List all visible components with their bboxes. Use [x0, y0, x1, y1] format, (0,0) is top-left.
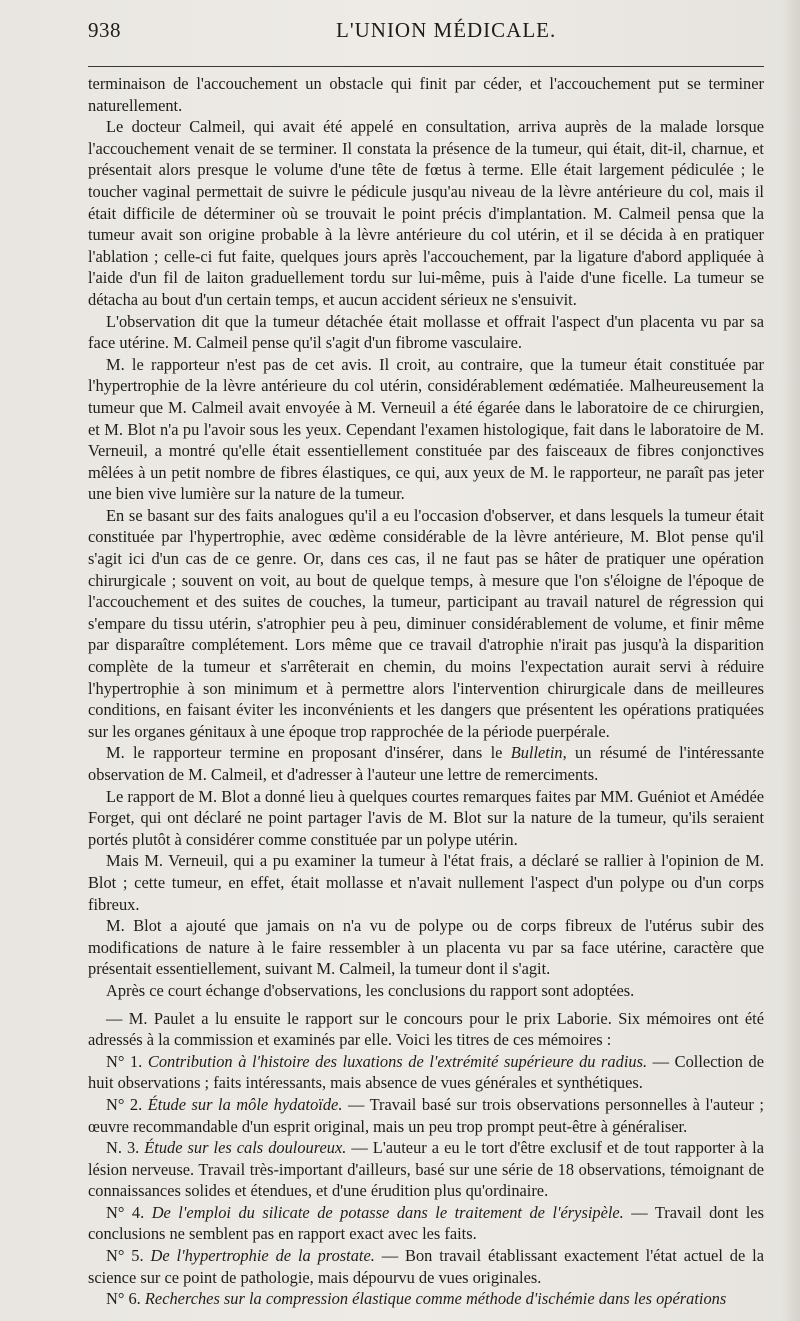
page-number: 938: [88, 18, 121, 42]
running-head: [88, 14, 764, 48]
memoire-number: N° 4.: [106, 1202, 145, 1222]
page-edge-shadow: [782, 0, 800, 1321]
journal-title: L'UNION MÉDICALE.: [336, 18, 557, 42]
paragraph: Après ce court échange d'observations, les conclusions du rapport sont adoptées.: [106, 980, 635, 1000]
paragraph: Le rapport de M. Blot a donné lieu à quelques courtes remarques faites par MM. Guéniot et Amédée Forget, qui ont déclaré ne point partager l'avis de M. Blot sur la nature de la tumeur, qu'ils seraient portés plutôt à considérer comme constituée par un polype utérin.: [88, 786, 764, 849]
paragraph: L'observation dit que la tumeur détachée était mollasse et offrait l'aspect d'un placenta vu par sa face utérine. M. Calmeil pense qu'il s'agit d'un fibrome vasculaire.: [88, 311, 764, 353]
header-rule: [88, 66, 764, 67]
paragraph-text: , un résumé de l'intéressante observation de M. Calmeil, et d'adresser à l'auteur une lettre de remerciments.: [88, 743, 764, 784]
memoire-number: N° 2.: [106, 1094, 143, 1114]
memoire-comment: — Collection de huit observations ; faits intéressants, mais absence de vues générales et synthétiques.: [88, 1051, 765, 1093]
bulletin-italic: Bulletin: [510, 743, 563, 763]
memoire-comment: — L'auteur a eu le tort d'être exclusif et de tout rapporter à la lésion nerveuse. Travail très-important d'ailleurs, basé sur une série de 18 observations, témoignant de connaissances solides et étendues, et d'une érudition plus qu'ordinaire.: [88, 1138, 764, 1201]
memoire-entry: [88, 1288, 764, 1310]
memoire-entry: [88, 1137, 764, 1202]
paragraph: [88, 742, 764, 785]
memoire-title: Étude sur les cals douloureux.: [144, 1138, 347, 1158]
memoire-comment: — Travail basé sur trois observations personnelles à l'auteur ; œuvre recommandable d'un esprit original, mais un peu trop prompt peut-être à généraliser.: [88, 1094, 764, 1136]
memoire-entry: [88, 1245, 764, 1288]
paragraph: M. le rapporteur n'est pas de cet avis. Il croit, au contraire, que la tumeur était constituée par l'hypertrophie de la lèvre antérieure du col utérin, considérablement œdématiée. Malheureusement la tumeur que M. Calmeil avait envoyée à M. Verneuil a été égarée dans le laboratoire de ce chirurgien, et M. Blot n'a pu l'avoir sous les yeux. Cependant l'examen histologique, fait dans le laboratoire de M. Verneuil, a montré qu'elle était essentiellement constituée par des faisceaux de fibres conjonctives mêlées à un petit nombre de fibres élastiques, ce qui, aux yeux de M. le rapporteur, ne paraît pas jeter une bien vive lumière sur la nature de la tumeur.: [88, 354, 764, 504]
paragraph: M. Blot a ajouté que jamais on n'a vu de polype ou de corps fibreux de l'utérus subir des modifications de nature à le faire ressembler à un placenta vu par sa face utérine, caractère que présentait essentiellement, suivant M. Calmeil, la tumeur dont il s'agit.: [88, 916, 764, 979]
paragraph: terminaison de l'accouchement un obstacle qui finit par céder, et l'accouchement put se terminer naturellement.: [88, 74, 764, 115]
memoire-entry: [88, 1202, 764, 1245]
memoire-title: De l'hypertrophie de la prostate.: [150, 1246, 375, 1266]
memoire-entry: [88, 1051, 764, 1094]
memoire-entry: [88, 1094, 764, 1137]
memoire-number: N° 1.: [106, 1051, 143, 1071]
memoire-comment: — Bon travail établissant exactement l'état actuel de la science sur ce point de pathologie, mais dépourvu de vues originales.: [88, 1246, 764, 1287]
paragraph: — M. Paulet a lu ensuite le rapport sur le concours pour le prix Laborie. Six mémoires ont été adressés à la commission et examinés par elle. Voici les titres de ces mémoires :: [88, 1008, 764, 1050]
memoire-number: N° 5.: [106, 1246, 144, 1266]
memoire-number: N° 6.: [106, 1289, 141, 1309]
paragraph: En se basant sur des faits analogues qu'il a eu l'occasion d'observer, et dans lesquels la tumeur était constituée par l'hypertrophie, avec œdème considérable de la lèvre antérieure, M. Blot pense qu'il s'agit ici d'un cas de ce genre. Or, dans ces cas, il ne faut pas se hâter de pratiquer une opération chirurgicale ; souvent on voit, au bout de quelque temps, à mesure que l'on s'éloigne de l'époque de l'accouchement et des suites de couches, la tumeur, participant au travail naturel de régression qui s'empare du tissu utérin, s'atrophier peu à peu, diminuer considérablement de volume, et finir même par disparaître complétement. Lors même que ce travail d'atrophie n'irait pas jusqu'à la disparition complète de la tumeur et s'arrêterait en chemin, du moins l'expectation aurait servi à réduire l'hypertrophie à son minimum et à permettre alors l'intervention chirurgicale dans de meilleures conditions, en faisant éviter les inconvénients et les dangers que présentent les opérations pratiquées sur les organes génitaux à une époque trop rapprochée de la période puerpérale.: [88, 505, 764, 741]
memoire-comment: — Travail dont les conclusions ne semblent pas en rapport exact avec les faits.: [88, 1202, 764, 1244]
memoire-title: Recherches sur la compression élastique comme méthode d'ischémie dans les opérations: [144, 1289, 727, 1309]
paragraph: Mais M. Verneuil, qui a pu examiner la tumeur à l'état frais, a déclaré se rallier à l'opinion de M. Blot ; cette tumeur, en effet, était mollasse et n'avait nullement l'aspect d'un polype ou d'un corps fibreux.: [88, 851, 764, 914]
article-body: [88, 73, 764, 1310]
memoire-number: N. 3.: [106, 1138, 140, 1158]
paragraph-text: M. le rapporteur termine en proposant d'insérer, dans le: [106, 743, 511, 763]
paragraph: Le docteur Calmeil, qui avait été appelé en consultation, arriva auprès de la malade lorsque l'accouchement venait de se terminer. Il constata la présence de la tumeur, qui était, dit-il, charnue, et présentait alors presque le volume d'une tête de fœtus à terme. Elle était largement pédiculée ; le toucher vaginal permettait de suivre le pédicule jusqu'au niveau de la lèvre antérieure du col, mais il était difficile de déterminer où se trouvait le point précis d'implantation. M. Calmeil pensa que la tumeur avait son origine probable à la lèvre antérieure du col utérin, et il se décida à en pratiquer l'ablation ; celle-ci fut faite, quelques jours après l'accouchement, par la ligature d'abord appliquée à l'aide d'un fil de laiton graduellement tordu sur lui-même, puis à l'aide d'une ficelle. La tumeur se détacha au bout d'un certain temps, et aucun accident sérieux ne s'ensuivit.: [88, 117, 764, 309]
memoire-title: De l'emploi du silicate de potasse dans le traitement de l'érysipèle.: [151, 1202, 624, 1222]
memoire-title: Étude sur la môle hydatoïde.: [147, 1094, 343, 1114]
memoire-title: Contribution à l'histoire des luxations de l'extrémité supérieure du radius.: [147, 1051, 648, 1071]
